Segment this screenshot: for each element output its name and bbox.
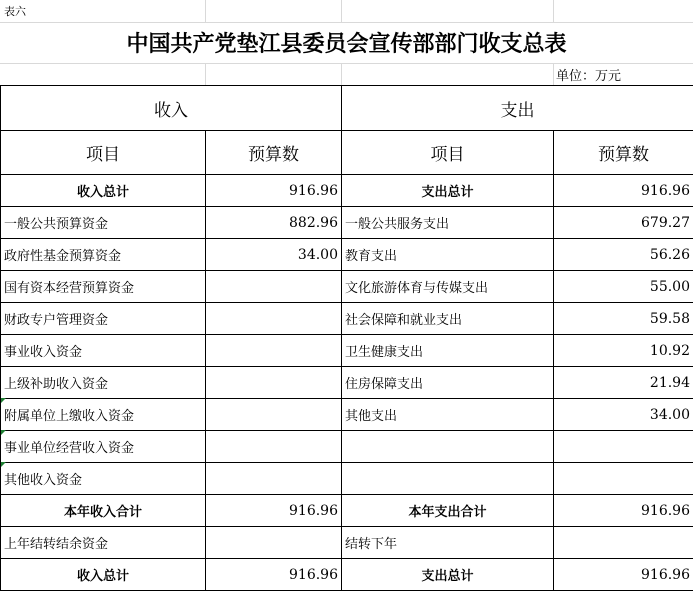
income-header: 收入	[1, 86, 342, 131]
income-item-cell: 收入总计	[1, 175, 206, 207]
expense-value-cell: 916.96	[554, 175, 693, 207]
income-item-cell: 上年结转结余资金	[1, 527, 206, 559]
cell-indicator-icon	[1, 398, 6, 403]
table-row	[1, 271, 693, 303]
expense-item-cell: 其他支出	[342, 399, 554, 431]
cell-indicator-icon	[1, 462, 6, 467]
table-row	[1, 559, 693, 591]
expense-item-cell: 支出总计	[342, 559, 554, 591]
income-item-cell: 上级补助收入资金	[1, 367, 206, 399]
income-value-cell: 916.96	[206, 559, 342, 591]
income-item-cell: 附属单位上缴收入资金	[1, 399, 206, 431]
income-value-cell	[206, 431, 342, 463]
expense-item-cell: 本年支出合计	[342, 495, 554, 527]
expense-item-cell	[342, 463, 554, 495]
expense-item-header: 项目	[342, 131, 554, 175]
income-item-cell: 其他收入资金	[1, 463, 206, 495]
expense-item-cell: 文化旅游体育与传媒支出	[342, 271, 554, 303]
gridline	[553, 0, 554, 22]
income-item-cell: 一般公共预算资金	[1, 207, 206, 239]
budget-table	[0, 85, 693, 591]
expense-value-cell: 34.00	[554, 399, 693, 431]
income-value-cell	[206, 367, 342, 399]
income-value-cell: 882.96	[206, 207, 342, 239]
expense-item-cell: 社会保障和就业支出	[342, 303, 554, 335]
expense-item-cell: 一般公共服务支出	[342, 207, 554, 239]
expense-value-cell: 21.94	[554, 367, 693, 399]
gridline	[205, 63, 206, 85]
expense-value-cell	[554, 431, 693, 463]
income-item-cell: 财政专户管理资金	[1, 303, 206, 335]
income-value-cell	[206, 527, 342, 559]
header-row-columns	[1, 131, 693, 175]
expense-value-cell: 916.96	[554, 495, 693, 527]
expense-item-cell: 支出总计	[342, 175, 554, 207]
income-item-cell: 本年收入合计	[1, 495, 206, 527]
expense-value-cell: 59.58	[554, 303, 693, 335]
income-value-cell	[206, 463, 342, 495]
gridline	[553, 63, 554, 85]
expense-item-cell: 教育支出	[342, 239, 554, 271]
gridline	[205, 0, 206, 22]
gridline	[0, 22, 693, 23]
table-row	[1, 463, 693, 495]
expense-budget-header: 预算数	[554, 131, 693, 175]
sheet-label: 表六	[4, 5, 26, 18]
table-row	[1, 175, 693, 207]
expense-value-cell: 55.00	[554, 271, 693, 303]
income-item-cell: 国有资本经营预算资金	[1, 271, 206, 303]
income-value-cell: 916.96	[206, 495, 342, 527]
cell-indicator-icon	[1, 430, 6, 435]
income-value-cell: 34.00	[206, 239, 342, 271]
income-item-cell: 事业单位经营收入资金	[1, 431, 206, 463]
income-item-cell: 收入总计	[1, 559, 206, 591]
expense-value-cell: 10.92	[554, 335, 693, 367]
expense-value-cell: 679.27	[554, 207, 693, 239]
table-row	[1, 335, 693, 367]
expense-value-cell: 56.26	[554, 239, 693, 271]
income-value-cell	[206, 399, 342, 431]
expense-item-cell: 卫生健康支出	[342, 335, 554, 367]
table-row	[1, 495, 693, 527]
expense-header: 支出	[342, 86, 693, 131]
header-row-sections	[1, 86, 693, 131]
expense-item-cell: 住房保障支出	[342, 367, 554, 399]
income-item-cell: 事业收入资金	[1, 335, 206, 367]
table-row	[1, 303, 693, 335]
income-item-header: 项目	[1, 131, 206, 175]
income-value-cell	[206, 303, 342, 335]
income-value-cell: 916.96	[206, 175, 342, 207]
income-budget-header: 预算数	[206, 131, 342, 175]
expense-value-cell: 916.96	[554, 559, 693, 591]
gridline	[341, 63, 342, 85]
table-row	[1, 367, 693, 399]
income-value-cell	[206, 335, 342, 367]
table-row	[1, 399, 693, 431]
table-row	[1, 431, 693, 463]
income-item-cell: 政府性基金预算资金	[1, 239, 206, 271]
page-title: 中国共产党垫江县委员会宣传部部门收支总表	[126, 30, 567, 57]
expense-value-cell	[554, 527, 693, 559]
gridline	[0, 63, 693, 64]
unit-label: 单位：万元	[556, 68, 622, 82]
expense-value-cell	[554, 463, 693, 495]
table-row	[1, 239, 693, 271]
expense-item-cell: 结转下年	[342, 527, 554, 559]
income-value-cell	[206, 271, 342, 303]
table-row	[1, 207, 693, 239]
table-row	[1, 527, 693, 559]
expense-item-cell	[342, 431, 554, 463]
gridline	[341, 0, 342, 22]
